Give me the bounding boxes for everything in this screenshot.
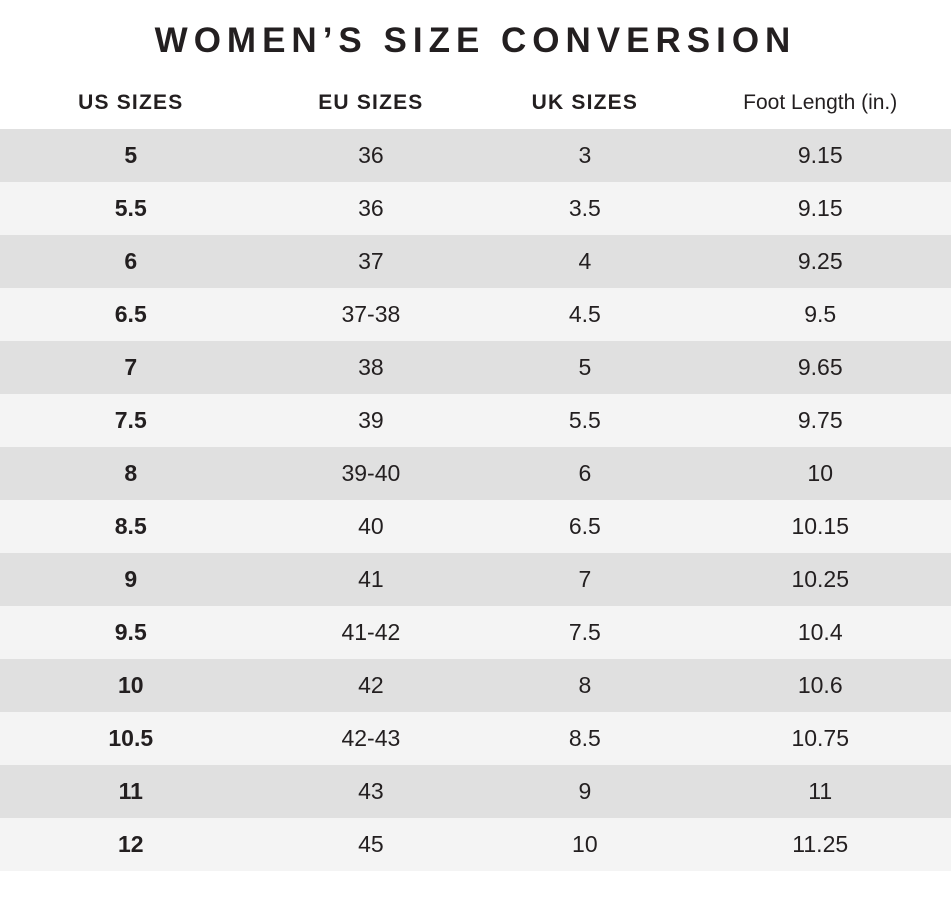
cell-us-size: 6 (0, 235, 262, 288)
column-header-eu-sizes: EU SIZES (262, 79, 481, 129)
cell-foot-length: 10 (689, 447, 951, 500)
cell-uk-size: 7.5 (480, 606, 689, 659)
cell-foot-length: 10.15 (689, 500, 951, 553)
cell-eu-size: 42 (262, 659, 481, 712)
cell-eu-size: 41 (262, 553, 481, 606)
table-header-row (0, 79, 951, 129)
column-header-uk-sizes: UK SIZES (480, 79, 689, 129)
cell-foot-length: 9.15 (689, 182, 951, 235)
cell-eu-size: 41-42 (262, 606, 481, 659)
table-row (0, 818, 951, 871)
cell-eu-size: 42-43 (262, 712, 481, 765)
cell-uk-size: 8 (480, 659, 689, 712)
cell-eu-size: 37 (262, 235, 481, 288)
table-row (0, 553, 951, 606)
cell-eu-size: 36 (262, 129, 481, 182)
cell-us-size: 7 (0, 341, 262, 394)
cell-uk-size: 10 (480, 818, 689, 871)
cell-foot-length: 10.25 (689, 553, 951, 606)
cell-us-size: 12 (0, 818, 262, 871)
cell-eu-size: 36 (262, 182, 481, 235)
cell-eu-size: 38 (262, 341, 481, 394)
column-header-us-sizes: US SIZES (0, 79, 262, 129)
cell-foot-length: 10.4 (689, 606, 951, 659)
cell-us-size: 8.5 (0, 500, 262, 553)
cell-uk-size: 9 (480, 765, 689, 818)
table-row (0, 341, 951, 394)
cell-foot-length: 9.25 (689, 235, 951, 288)
cell-foot-length: 10.6 (689, 659, 951, 712)
cell-eu-size: 45 (262, 818, 481, 871)
cell-uk-size: 6 (480, 447, 689, 500)
table-row (0, 129, 951, 182)
cell-us-size: 9 (0, 553, 262, 606)
cell-uk-size: 3 (480, 129, 689, 182)
cell-us-size: 9.5 (0, 606, 262, 659)
table-row (0, 394, 951, 447)
cell-us-size: 10 (0, 659, 262, 712)
table-row (0, 765, 951, 818)
table-body (0, 129, 951, 871)
cell-uk-size: 4 (480, 235, 689, 288)
cell-us-size: 8 (0, 447, 262, 500)
size-conversion-table (0, 79, 951, 871)
table-row (0, 606, 951, 659)
cell-eu-size: 39-40 (262, 447, 481, 500)
table-row (0, 659, 951, 712)
table-row (0, 500, 951, 553)
cell-foot-length: 9.75 (689, 394, 951, 447)
cell-eu-size: 39 (262, 394, 481, 447)
cell-foot-length: 9.5 (689, 288, 951, 341)
cell-us-size: 5 (0, 129, 262, 182)
cell-foot-length: 9.15 (689, 129, 951, 182)
column-header-foot-length: Foot Length (in.) (689, 79, 951, 129)
cell-uk-size: 7 (480, 553, 689, 606)
cell-us-size: 11 (0, 765, 262, 818)
cell-us-size: 6.5 (0, 288, 262, 341)
table-row (0, 288, 951, 341)
cell-us-size: 5.5 (0, 182, 262, 235)
cell-foot-length: 10.75 (689, 712, 951, 765)
cell-foot-length: 11.25 (689, 818, 951, 871)
table-header (0, 79, 951, 129)
cell-uk-size: 3.5 (480, 182, 689, 235)
cell-uk-size: 5 (480, 341, 689, 394)
cell-foot-length: 11 (689, 765, 951, 818)
cell-us-size: 10.5 (0, 712, 262, 765)
cell-eu-size: 43 (262, 765, 481, 818)
cell-uk-size: 8.5 (480, 712, 689, 765)
cell-eu-size: 40 (262, 500, 481, 553)
cell-uk-size: 6.5 (480, 500, 689, 553)
cell-eu-size: 37-38 (262, 288, 481, 341)
cell-uk-size: 5.5 (480, 394, 689, 447)
table-row (0, 235, 951, 288)
table-row (0, 712, 951, 765)
cell-us-size: 7.5 (0, 394, 262, 447)
page-title: WOMEN’S SIZE CONVERSION (154, 21, 797, 60)
cell-foot-length: 9.65 (689, 341, 951, 394)
cell-uk-size: 4.5 (480, 288, 689, 341)
table-row (0, 182, 951, 235)
table-row (0, 447, 951, 500)
